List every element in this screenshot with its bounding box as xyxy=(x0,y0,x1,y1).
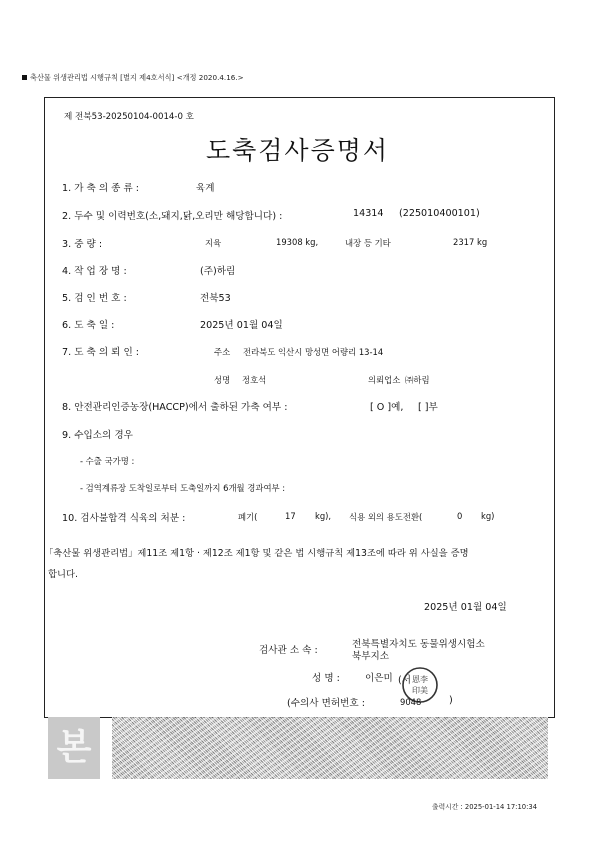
svg-text:恩李: 恩李 xyxy=(412,675,428,684)
license-number-label: (수의사 면허번호 : xyxy=(287,698,365,709)
field-5-label: 5. 검 인 번 호 : xyxy=(62,293,127,304)
inspector-office-label: 검사관 소 속 : xyxy=(259,645,318,656)
field-10-other-use-unit: kg) xyxy=(481,511,495,521)
inspector-seal-open: (서 xyxy=(398,675,412,686)
field-7-name-label: 성명 xyxy=(214,375,231,385)
print-timestamp: 출력시간 : 2025-01-14 17:10:34 xyxy=(432,803,538,811)
bullet-square-icon xyxy=(22,75,27,80)
field-10-other-use-value: 0 xyxy=(457,511,463,521)
field-2-count: 14314 xyxy=(353,208,384,219)
field-8-label: 8. 안전관리인증농장(HACCP)에서 출하된 가축 여부 : xyxy=(62,402,288,413)
field-4-value: (주)하림 xyxy=(200,266,236,277)
field-7-address-value: 전라북도 익산시 망성면 어량리 13-14 xyxy=(243,347,384,357)
field-8-no-option: [ ]부 xyxy=(418,402,438,413)
certificate-number: 제 전북53-20250104-0014-0 호 xyxy=(64,112,194,122)
field-1-value: 육계 xyxy=(196,183,215,194)
field-2-label: 2. 두수 및 이력번호(소,돼지,닭,오리만 해당합니다) : xyxy=(62,211,283,222)
field-4-label: 4. 작 업 장 명 : xyxy=(62,266,127,277)
issue-date: 2025년 01월 04일 xyxy=(424,602,507,613)
form-header-note: 축산물 위생관리법 시행규칙 [별지 제4호서식] <개정 2020.4.16.> xyxy=(22,73,244,83)
inspector-office-line-1: 전북특별자치도 동물위생시험소 xyxy=(352,639,485,650)
statement-line-1: 「축산물 위생관리법」제11조 제1항 · 제12조 제1항 및 같은 법 시행규칙 제13조에 따라 위 사실을 증명 xyxy=(44,548,469,559)
field-10-label: 10. 검사불합격 식육의 처분 : xyxy=(62,513,186,524)
field-7-label: 7. 도 축 의 뢰 인 : xyxy=(62,347,140,358)
field-3-carcass-value: 19308 kg, xyxy=(276,237,319,247)
inspector-name-value: 이은미 xyxy=(365,673,393,684)
scan-noise-overlay xyxy=(112,717,548,779)
field-10-other-use-label: 식용 외의 용도전환( xyxy=(349,512,423,522)
field-3-other-label: 내장 등 기타 xyxy=(345,238,391,248)
field-10-disposal-value: 17 xyxy=(285,511,296,521)
field-7-name-value: 정호석 xyxy=(242,375,267,385)
field-9-quarantine-period: - 검역계류장 도착일로부터 도축일까지 6개월 경과여부 : xyxy=(80,483,286,493)
field-9-export-country: - 수출 국가명 : xyxy=(80,456,135,466)
watermark-original: 본 xyxy=(48,717,100,779)
document-title: 도축검사증명서 xyxy=(205,136,390,165)
field-10-disposal-label: 폐기( xyxy=(238,512,258,522)
field-9-label: 9. 수입소의 경우 xyxy=(62,430,133,441)
field-2-trace-number: (225010400101) xyxy=(399,208,480,219)
field-5-value: 전북53 xyxy=(200,293,231,304)
field-7-address-label: 주소 xyxy=(214,347,231,357)
field-10-disposal-unit: kg), xyxy=(315,511,332,521)
field-7-business-label: 의뢰업소 xyxy=(368,375,401,385)
field-1-label: 1. 가 축 의 종 류 : xyxy=(62,183,140,194)
statement-line-2: 합니다. xyxy=(48,569,78,580)
svg-text:印美: 印美 xyxy=(412,686,428,695)
inspector-name-label: 성 명 : xyxy=(312,673,340,684)
field-7-business-value: ㈜하림 xyxy=(405,375,430,385)
license-number-value: 9048 xyxy=(400,697,422,707)
field-3-label: 3. 중 량 : xyxy=(62,239,103,250)
field-3-carcass-label: 지육 xyxy=(205,238,222,248)
field-8-yes-option: [ O ]예, xyxy=(370,402,404,413)
field-6-label: 6. 도 축 일 : xyxy=(62,320,115,331)
field-3-other-value: 2317 kg xyxy=(453,237,488,247)
inspector-office-line-2: 북부지소 xyxy=(352,651,390,662)
field-6-value: 2025년 01월 04일 xyxy=(200,320,283,331)
license-number-close: ) xyxy=(449,695,453,706)
